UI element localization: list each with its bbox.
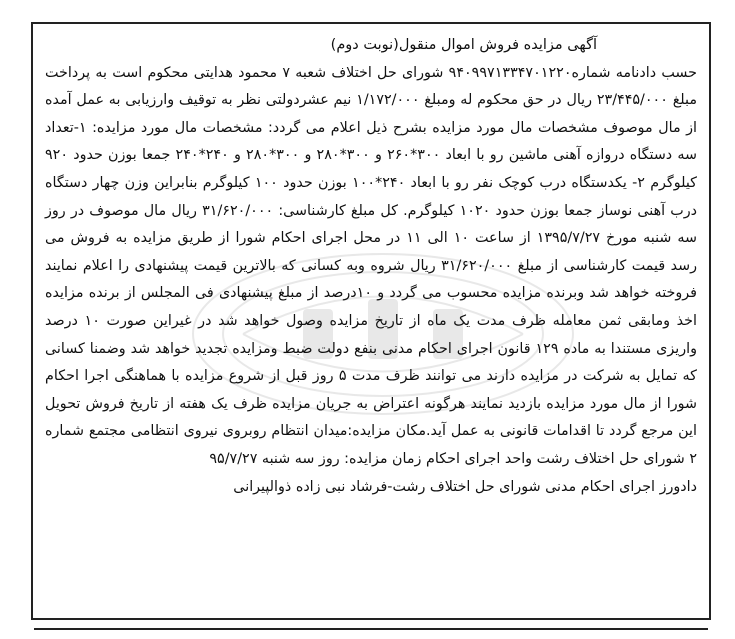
notice-body: حسب دادنامه شماره۹۴۰۹۹۷۱۳۳۴۷۰۱۲۲۰ شورای حل اختلاف شعبه ۷ محمود هدایتی محکوم است به پرداخت مبلغ ۲۳/۴۴۵/۰۰۰ ریال در حق محکوم له ومبلغ ۱/۱۷۲/۰۰۰ نیم عشردولتی نظر به توقیف وارزیابی به عمل آمده از مال موصوف مشخصات مال مورد مزایده بشرح ذیل اعلام می گردد: مشخصات مال مورد مزایده: ۱-تعداد سه دستگاه دروازه آهنی ماشین رو با ابعاد ۳۰۰*۲۶۰ و ۳۰۰*۲۸۰ و ۳۰۰*۲۸۰ و ۲۴۰*۲۴۰ جمعا بوزن حدود ۹۲۰ کیلوگرم ۲- یکدستگاه درب کوچک نفر رو با ابعاد ۲۴۰*۱۰۰ بوزن حدود ۱۰۰ کیلوگرم بنابراین وزن چهار دستگاه درب آهنی نوساز جمعا بوزن حدود ۱۰۲۰ کیلوگرم. کل مبلغ کارشناسی: ۳۱/۶۲۰/۰۰۰ ریال مال موصوف در روز سه شنبه مورخ ۱۳۹۵/۷/۲۷ از ساعت ۱۰ الی ۱۱ در محل اجرای احکام شورا از طریق مزایده به فروش می رسد قیمت کارشناسی از مبلغ ۳۱/۶۲۰/۰۰۰ ریال شروه وبه کسانی که بالاترین قیمت پیشنهادی را اعلام نمایند فروخته خواهد شد وبرنده مزایده محسوب می گردد و ۱۰درصد از مبلغ پیشنهادی فی المجلس از برنده مزایده اخذ ومابقی ثمن معامله ظرف مدت یک ماه از تاریخ مزایده وصول خواهد شد در غیراین صورت ۱۰ درصد واریزی مستندا به ماده ۱۲۹ قانون اجرای احکام مدنی بنفع دولت ضبط ومزایده تجدید خواهد شد وضمنا کسانی که تمایل به شرکت در مزایده دارند می توانند ظرف مدت ۵ روز قبل از شروع مزایده با هماهنگی اجرا احکام شورا از مال مورد مزایده بازدید نمایند هرگونه اعتراض به جریان مزایده ظرف یک هفته از تاریخ فروش تحویل این مرجع گردد تا اقدامات قانونی به عمل آید.مکان مزایده:میدان انتظام روبروی نیروی انتظامی مجتمع شماره ۲ شورای حل اختلاف رشت واحد اجرای احکام زمان مزایده: روز سه شنبه ۹۵/۷/۲۷ xyxy=(45,64,698,467)
notice-signature: دادورز اجرای احکام مدنی شورای حل اختلاف رشت-فرشاد نبی زاده ذوالپیرانی xyxy=(233,478,697,495)
notice-title: آگهی مزایده فروش اموال منقول(نوبت دوم) xyxy=(330,37,597,53)
next-notice-border xyxy=(34,628,708,630)
notice-content xyxy=(45,32,697,501)
auction-notice xyxy=(31,22,711,620)
